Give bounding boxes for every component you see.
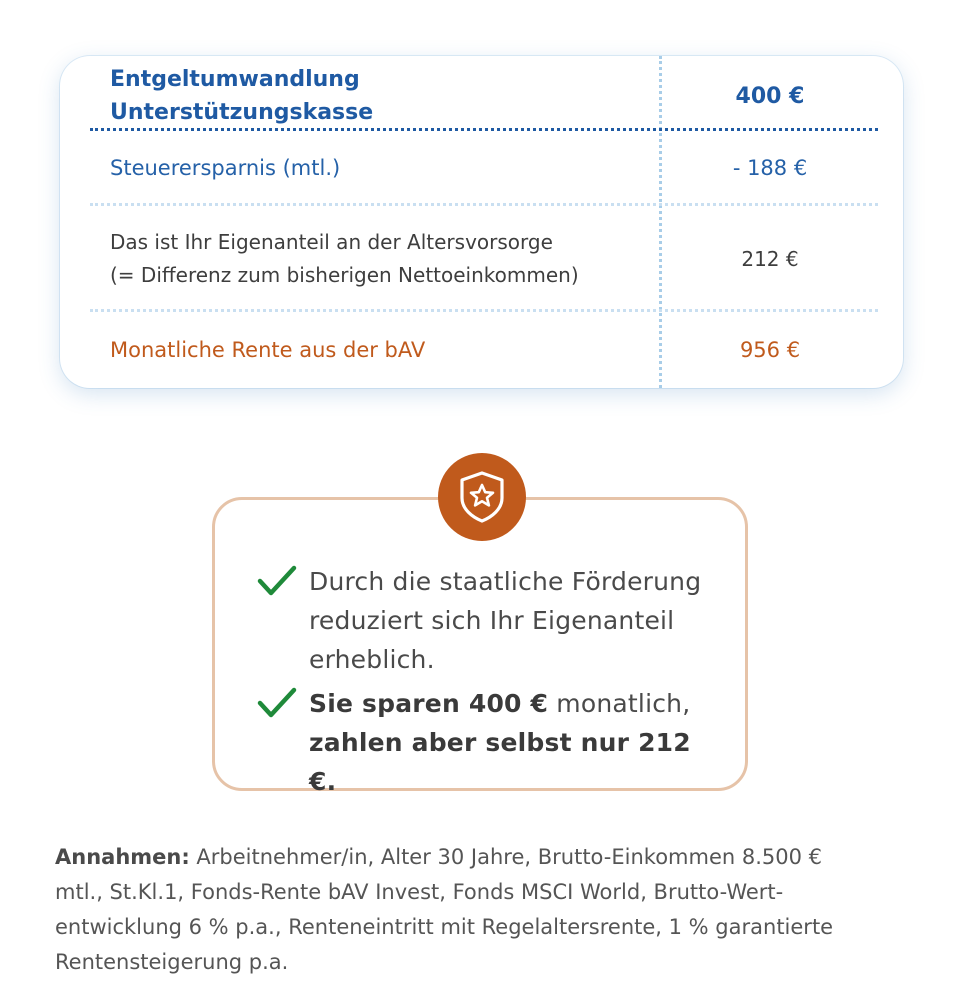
tax-savings-value: - 188 € — [732, 156, 808, 180]
tax-savings-label: Steuerersparnis (mtl.) — [110, 155, 341, 180]
conversion-label: Entgeltumwandlung Unterstützungskasse — [110, 67, 374, 125]
savings-amount-text: Sie sparen 400 € — [309, 689, 549, 718]
benefit-info-box — [212, 497, 748, 796]
summary-table-card — [60, 56, 903, 388]
benefit-text-line: reduziert sich Ihr Eigenanteil — [309, 606, 675, 635]
monthly-pension-value: 956 € — [739, 338, 801, 362]
checkmark-icon — [257, 564, 297, 598]
monthly-pension-label: Monatliche Rente aus der bAV — [110, 337, 426, 362]
own-contribution-value: 212 € — [741, 247, 799, 271]
table-row-conversion — [90, 67, 878, 125]
shield-star-badge — [438, 453, 526, 541]
table-row-monthly-pension — [90, 330, 878, 370]
benefit-item — [257, 562, 725, 679]
own-contribution-label-line1: Das ist Ihr Eigenanteil an der Altersvorsorge — [110, 230, 553, 254]
assumptions-line: Arbeitnehmer/in, Alter 30 Jahre, Brutto-Einkommen 8.500 € — [189, 845, 823, 869]
row-divider — [90, 128, 878, 131]
row-divider — [90, 309, 878, 312]
conversion-value: 400 € — [735, 83, 805, 109]
checkmark-icon — [257, 686, 297, 720]
table-row-own-contribution — [90, 224, 878, 294]
assumptions-footnote — [55, 840, 905, 980]
shield-star-icon — [457, 470, 507, 524]
savings-rest-text: monatlich, — [548, 689, 691, 718]
benefit-item — [257, 684, 725, 801]
own-contribution-label — [90, 226, 610, 292]
benefit-text-line: erheblich. — [309, 645, 435, 674]
assumptions-line: Rentensteigerung p.a. — [55, 950, 289, 974]
assumptions-label: Annahmen: — [55, 845, 190, 869]
own-payment-text: zahlen aber selbst nur 212 €. — [309, 728, 691, 796]
benefit-text-line: Durch die staatliche Förderung — [309, 567, 702, 596]
savings-text — [309, 684, 725, 801]
own-contribution-label-line2: (= Differenz zum bisherigen Nettoeinkommen) — [110, 263, 579, 287]
assumptions-line: mtl., St.Kl.1, Fonds-Rente bAV Invest, Fonds MSCI World, Brutto-Wert- — [55, 880, 784, 904]
table-row-tax-savings — [90, 148, 878, 188]
row-divider — [90, 203, 878, 206]
assumptions-line: entwicklung 6 % p.a., Renteneintritt mit Regelaltersrente, 1 % garantierte — [55, 915, 834, 939]
benefit-text — [309, 562, 701, 679]
